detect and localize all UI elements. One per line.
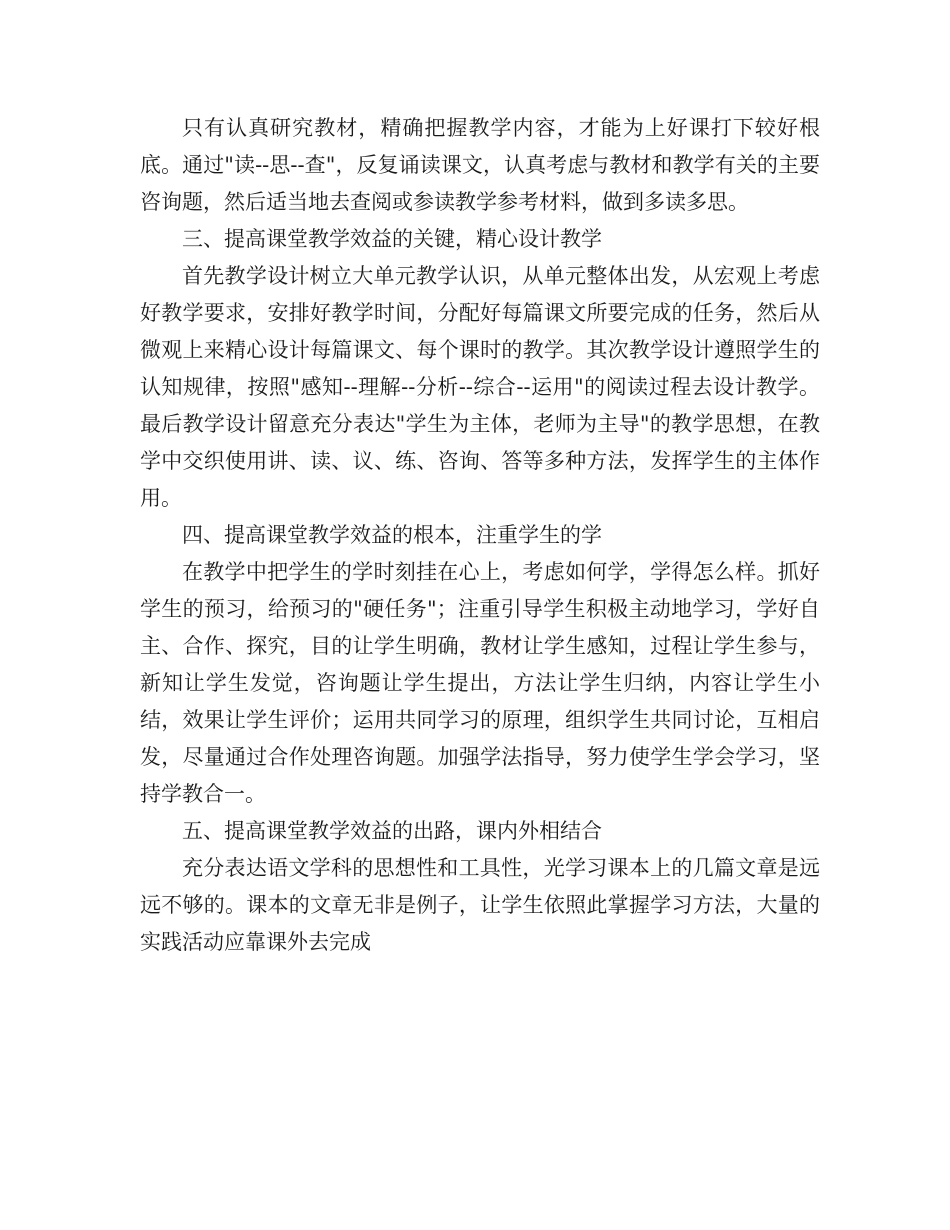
paragraph-student-learning: 在教学中把学生的学时刻挂在心上，考虑如何学，学得怎么样。抓好学生的预习，给预习的"硬任务"；注重引导学生积极主动地学习，学好自主、合作、探究，目的让学生明确，教材让学生感知，过程让学生参与，新知让学生发觉，咨询题让学生提出，方法让学生归纳，内容让学生小结，效果让学生评价；运用共同学习的原理，组织学生共同讨论，互相启发，尽量通过合作处理咨询题。加强学法指导，努力使学生学会学习，坚持学教合一。 [140,560,820,806]
section-heading-three: 三、提高课堂教学效益的关键，精心设计教学 [182,227,602,251]
paragraph-in-and-out-class: 充分表达语文学科的思想性和工具性，光学习课本上的几篇文章是远远不够的。课本的文章无非是例子，让学生依照此掌握学习方法，大量的实践活动应靠课外去完成 [140,856,820,954]
document-body [140,110,820,961]
paragraph-teaching-design: 首先教学设计树立大单元教学认识，从单元整体出发，从宏观上考虑好教学要求，安排好教学时间，分配好每篇课文所要完成的任务，然后从微观上来精心设计每篇课文、每个课时的教学。其次教学设计遵照学生的认知规律，按照"感知--理解--分析--综合--运用"的阅读过程去设计教学。最后教学设计留意充分表达"学生为主体，老师为主导"的教学思想，在教学中交织使用讲、读、议、练、咨询、答等多种方法，发挥学生的主体作用。 [140,264,820,510]
paragraph-study-materials: 只有认真研究教材，精确把握教学内容，才能为上好课打下较好根底。通过"读--思--查"，反复诵读课文，认真考虑与教材和教学有关的主要咨询题，然后适当地去查阅或参读教学参考材料，做到多读多思。 [140,116,820,214]
section-heading-four: 四、提高课堂教学效益的根本，注重学生的学 [182,523,602,547]
section-heading-five: 五、提高课堂教学效益的出路，课内外相结合 [182,819,602,843]
